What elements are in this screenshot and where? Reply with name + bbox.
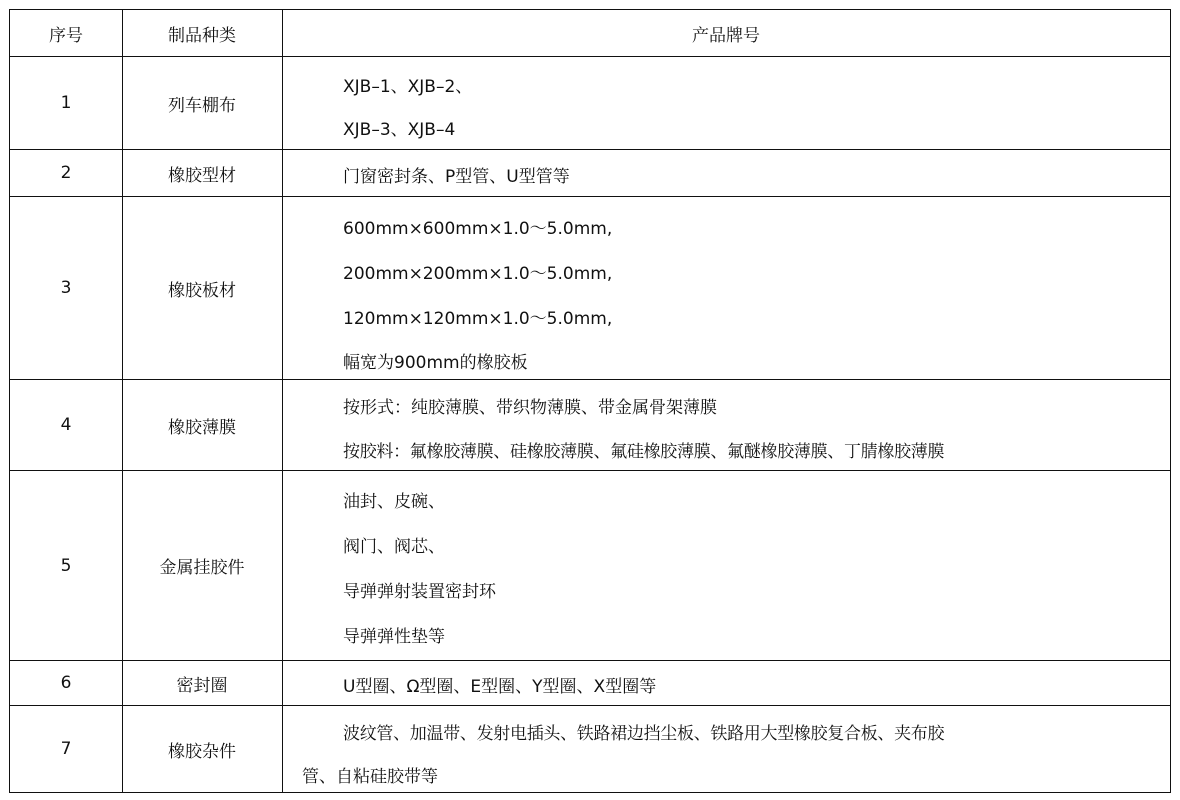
product-table [9,9,1171,793]
row-products [282,57,1170,149]
product-line: 600mm×600mm×1.0～5.0mm, [343,219,613,239]
row-products [282,150,1170,196]
product-line: 幅宽为900mm的橡胶板 [343,353,528,373]
row-products [282,197,1170,379]
table-row [10,705,1170,792]
table-row [10,470,1170,660]
row-no: 7 [60,739,72,759]
row-no: 4 [60,415,72,435]
table-row [10,379,1170,470]
row-type: 密封圈 [176,675,228,696]
product-line: XJB–1、XJB–2、 [343,77,473,97]
product-line: U型圈、Ω型圈、E型圈、Y型圈、X型圈等 [343,677,657,697]
product-line: 导弹弹射装置密封环 [343,582,496,602]
table-header-row [10,10,1170,56]
product-line: 波纹管、加温带、发射电插头、铁路裙边挡尘板、铁路用大型橡胶复合板、夹布胶 [343,724,945,744]
row-type: 橡胶型材 [168,165,236,186]
row-no: 6 [60,673,72,693]
row-type: 列车棚布 [168,95,236,116]
row-products [282,706,1170,792]
product-line: 管、自粘硅胶带等 [302,767,438,787]
product-line: XJB–3、XJB–4 [343,120,456,140]
table-row [10,56,1170,149]
product-line: 按胶料：氟橡胶薄膜、硅橡胶薄膜、氟硅橡胶薄膜、氟醚橡胶薄膜、丁腈橡胶薄膜 [343,442,945,462]
product-line: 门窗密封条、P型管、U型管等 [343,167,570,187]
product-line: 导弹弹性垫等 [343,627,445,647]
product-line: 阀门、阀芯、 [343,537,445,557]
header-products: 产品牌号 [692,25,760,46]
row-no: 2 [60,163,72,183]
row-no: 3 [60,278,72,298]
row-products [282,471,1170,660]
row-no: 5 [60,555,72,576]
row-products [282,661,1170,705]
row-type: 金属挂胶件 [159,558,245,578]
table-row [10,196,1170,379]
table-row [10,149,1170,196]
header-type: 制品种类 [168,25,236,46]
table-row [10,660,1170,705]
row-type: 橡胶薄膜 [168,417,236,438]
product-line: 油封、皮碗、 [343,492,445,512]
product-line: 200mm×200mm×1.0～5.0mm, [343,264,613,284]
header-no: 序号 [49,25,83,46]
row-no: 1 [60,93,72,113]
product-line: 按形式：纯胶薄膜、带织物薄膜、带金属骨架薄膜 [343,398,717,418]
row-type: 橡胶板材 [168,280,236,301]
row-type: 橡胶杂件 [168,741,236,762]
row-products [282,380,1170,470]
product-line: 120mm×120mm×1.0～5.0mm, [343,309,613,329]
